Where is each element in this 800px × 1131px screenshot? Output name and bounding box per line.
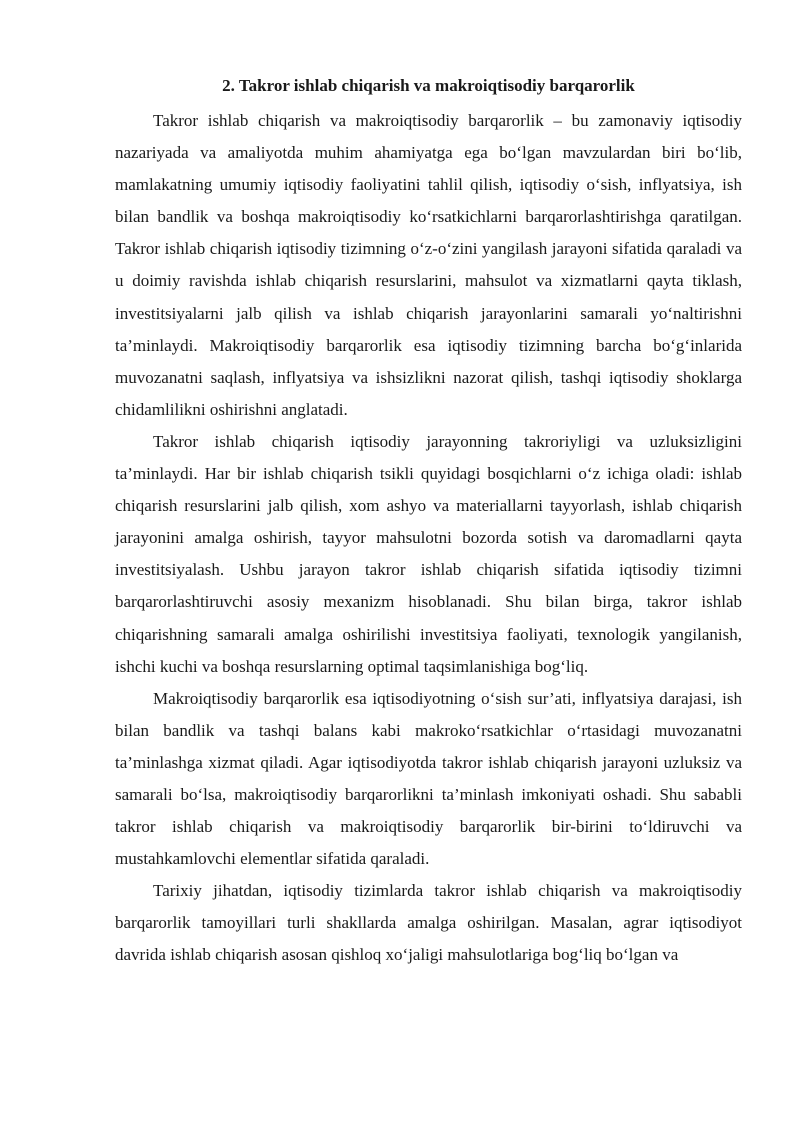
paragraph-1: Takror ishlab chiqarish va makroiqtisodiy barqarorlik – bu zamonaviy iqtisodiy nazariyada va amaliyotda muhim ahamiyatga ega bo‘lgan mavzulardan biri bo‘lib, mamlakatning umumiy iqtisodiy faoliyatini tahlil qilish, iqtisodiy o‘sish, inflyatsiya, ish bilan bandlik va boshqa makroiqtisodiy ko‘rsatkichlarni barqarorlashtirishga qaratilgan. Takror ishlab chiqarish iqtisodiy tizimning o‘z-o‘zini yangilash jarayoni sifatida qaraladi va u doimiy ravishda ishlab chiqarish resurslarini, mahsulot va xizmatlarni qayta tiklash, investitsiyalarni jalb qilish va ishlab chiqarish jarayonlarini samarali yo‘naltirishni ta’minlaydi. Makroiqtisodiy barqarorlik esa iqtisodiy tizimning barcha bo‘g‘inlarida muvozanatni saqlash, inflyatsiya va ishsizlikni nazorat qilish, tashqi iqtisodiy shoklarga chidamlilikni oshirishni anglatadi. — [115, 111, 742, 419]
document-body — [115, 70, 742, 972]
paragraph-2: Takror ishlab chiqarish iqtisodiy jarayonning takroriyligi va uzluksizligini ta’minlaydi. Har bir ishlab chiqarish tsikli quyidagi bosqichlarni o‘z ichiga oladi: ishlab chiqarish resurslarini jalb qilish, xom ashyo va materiallarni tayyorlash, ishlab chiqarish jarayonini amalga oshirish, tayyor mahsulotni bozorda sotish va daromadlarni qayta investitsiyalash. Ushbu jarayon takror ishlab chiqarish sifatida iqtisodiy tizimni barqarorlashtiruvchi asosiy mexanizm hisoblanadi. Shu bilan birga, takror ishlab chiqarishning samarali amalga oshirilishi investitsiya faoliyati, texnologik yangilanish, ishchi kuchi va boshqa resurslarning optimal taqsimlanishiga bog‘liq. — [115, 431, 742, 676]
section-heading: 2. Takror ishlab chiqarish va makroiqtisodiy barqarorlik — [222, 76, 635, 95]
paragraph-4: Tarixiy jihatdan, iqtisodiy tizimlarda takror ishlab chiqarish va makroiqtisodiy barqarorlik tamoyillari turli shakllarda amalga oshirilgan. Masalan, agrar iqtisodiyot davrida ishlab chiqarish asosan qishloq xo‘jaligi mahsulotlariga bog‘liq bo‘lgan va — [115, 881, 742, 965]
paragraph-3: Makroiqtisodiy barqarorlik esa iqtisodiyotning o‘sish sur’ati, inflyatsiya darajasi, ish bilan bandlik va tashqi balans kabi makroko‘rsatkichlar o‘rtasidagi muvozanatni ta’minlashga xizmat qiladi. Agar iqtisodiyotda takror ishlab chiqarish jarayoni uzluksiz va samarali bo‘lsa, makroiqtisodiy barqarorlikni ta’minlash imkoniyati oshadi. Shu sababli takror ishlab chiqarish va makroiqtisodiy barqarorlik bir-birini to‘ldiruvchi va mustahkamlovchi elementlar sifatida qaraladi. — [115, 688, 742, 869]
